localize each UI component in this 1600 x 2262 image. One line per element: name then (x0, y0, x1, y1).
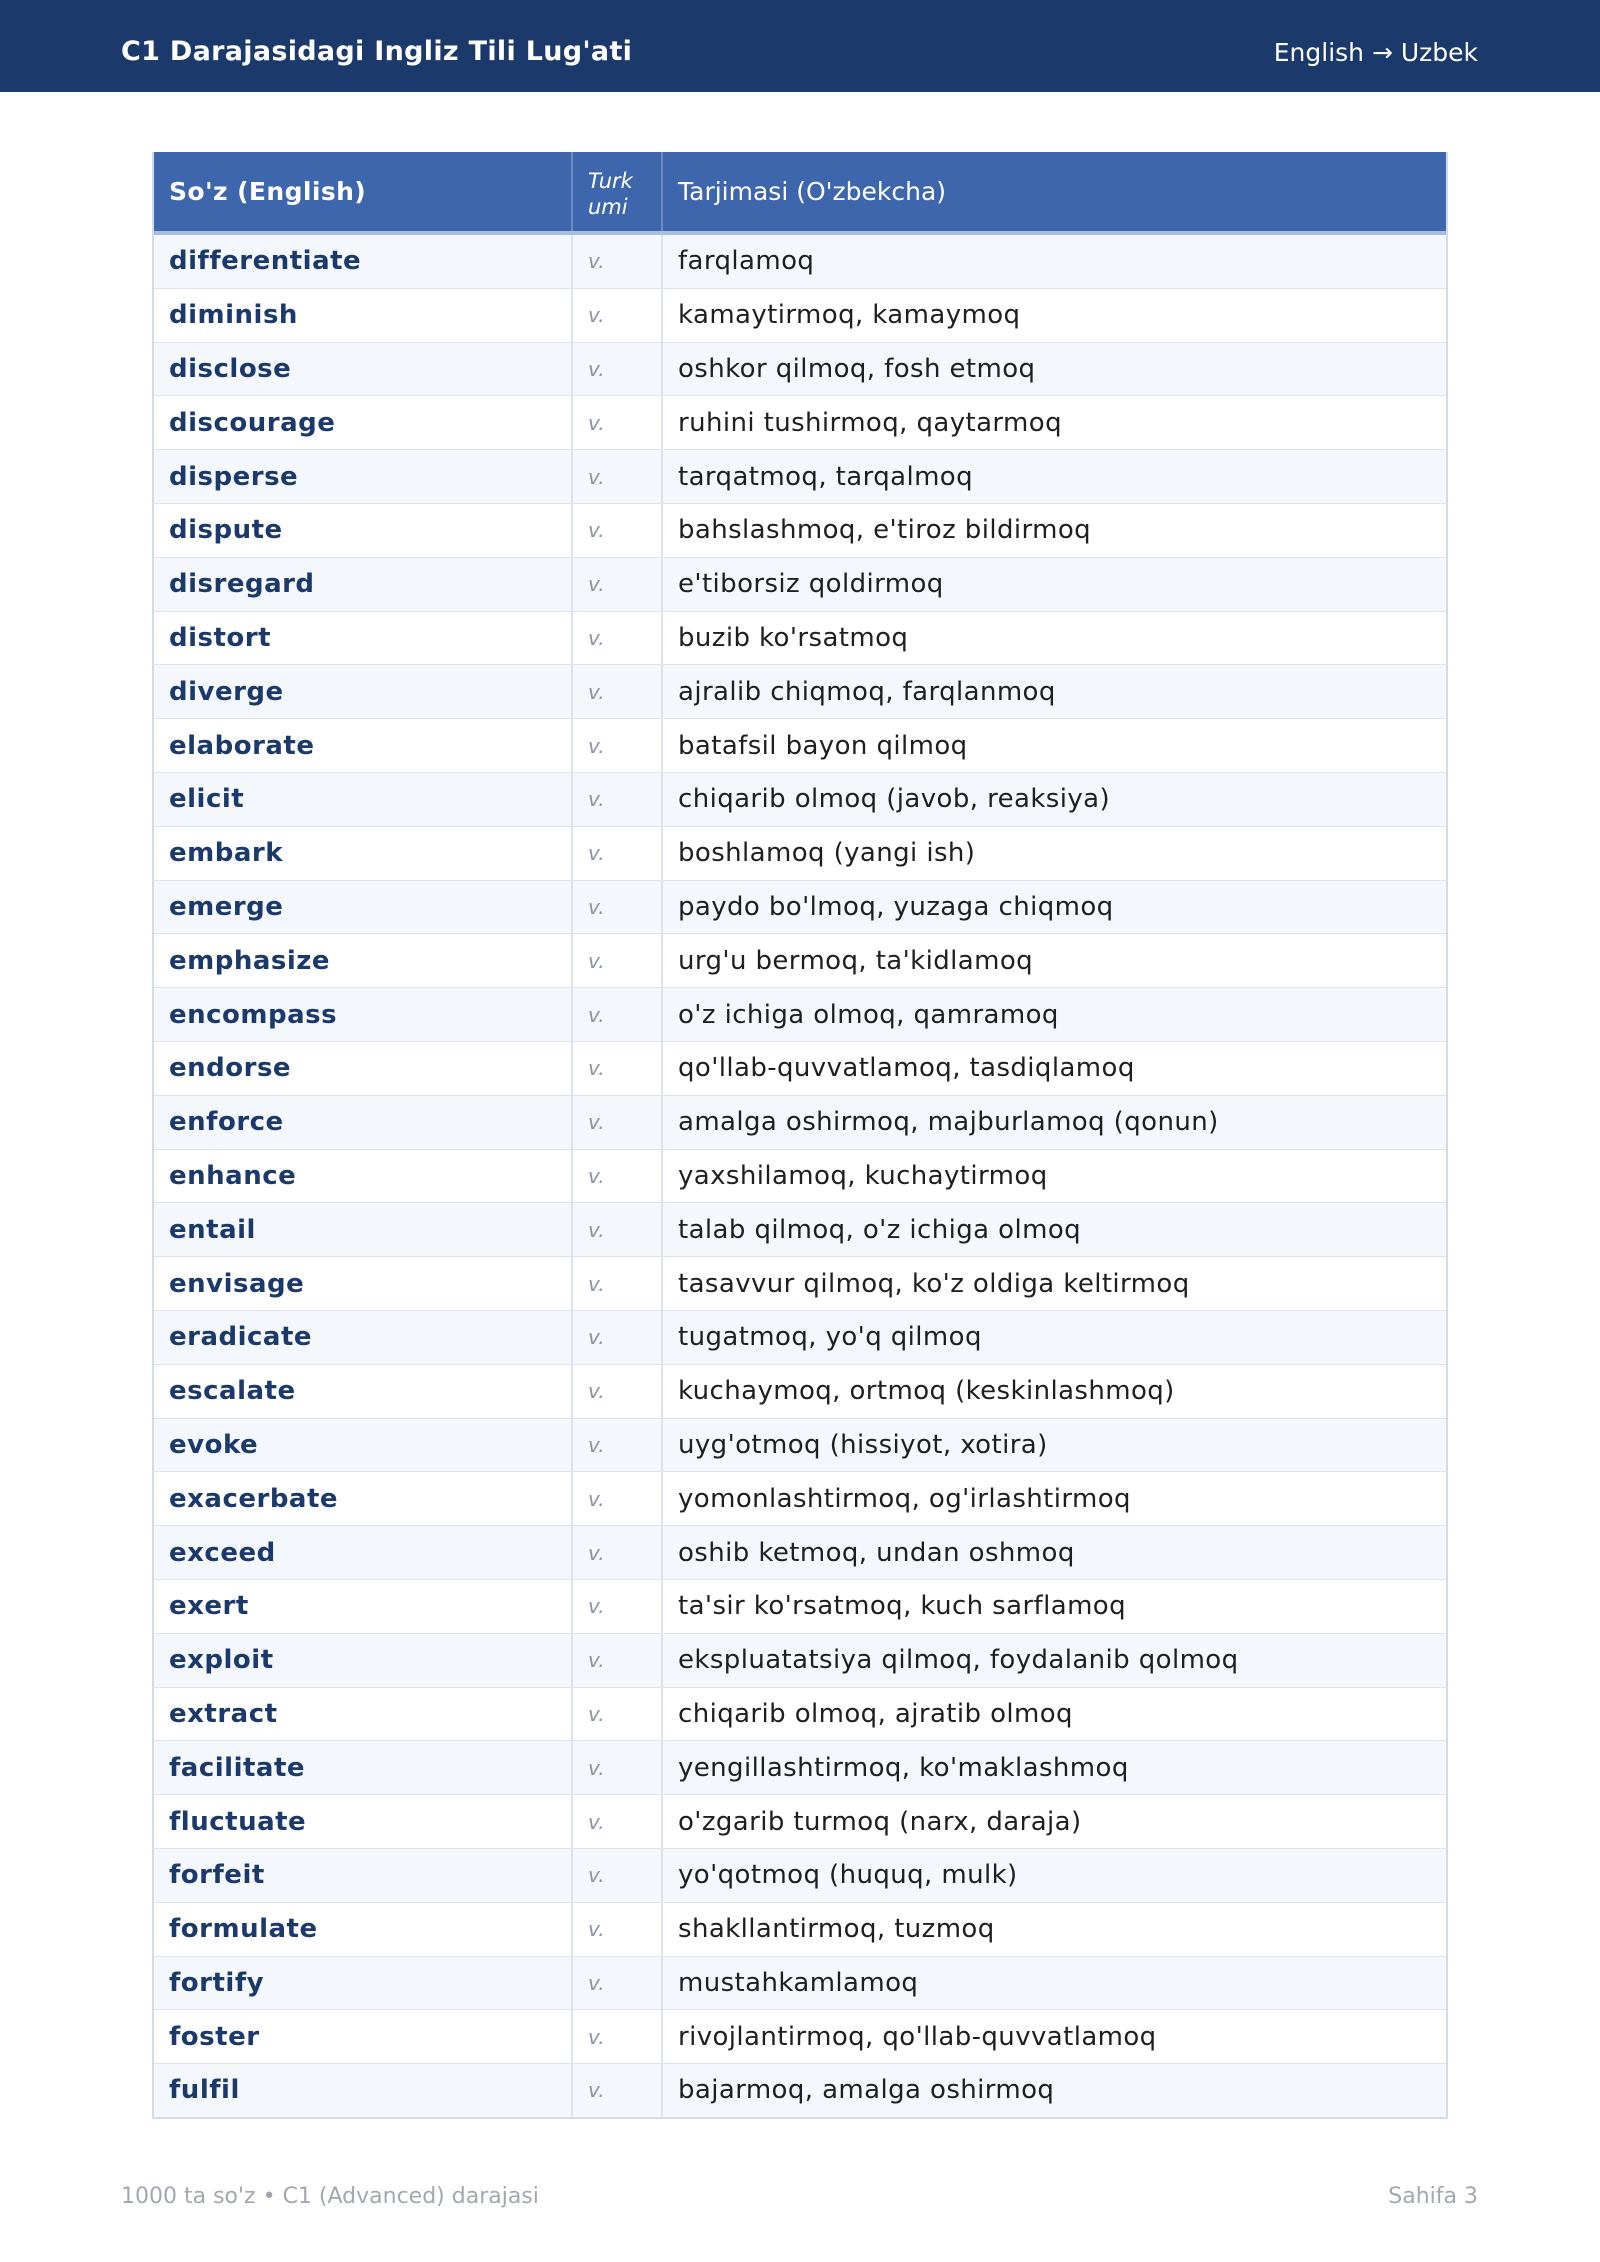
word-cell: emerge (154, 880, 572, 934)
translation-cell: amalga oshirmoq, majburlamoq (qonun) (662, 1095, 1446, 1149)
translation-cell: kuchaymoq, ortmoq (keskinlashmoq) (662, 1364, 1446, 1418)
translation-cell: ruhini tushirmoq, qaytarmoq (662, 396, 1446, 450)
table-row (154, 1633, 1446, 1687)
word-cell: diverge (154, 665, 572, 719)
word-cell: exploit (154, 1633, 572, 1687)
table-row (154, 1095, 1446, 1149)
pos-cell: v. (572, 1310, 662, 1364)
pos-cell: v. (572, 772, 662, 826)
translation-cell: oshkor qilmoq, fosh etmoq (662, 342, 1446, 396)
translation-cell: paydo bo'lmoq, yuzaga chiqmoq (662, 880, 1446, 934)
translation-cell: bahslashmoq, e'tiroz bildirmoq (662, 503, 1446, 557)
translation-cell: rivojlantirmoq, qo'llab-quvvatlamoq (662, 2010, 1446, 2064)
translation-cell: o'zgarib turmoq (narx, daraja) (662, 1795, 1446, 1849)
table-row (154, 1687, 1446, 1741)
footer-info: 1000 ta so'z • C1 (Advanced) darajasi (121, 2184, 539, 2209)
word-cell: exacerbate (154, 1472, 572, 1526)
pos-cell: v. (572, 1579, 662, 1633)
table-row (154, 880, 1446, 934)
pos-cell: v. (572, 1848, 662, 1902)
pos-cell: v. (572, 2064, 662, 2117)
table-row (154, 1257, 1446, 1311)
word-cell: evoke (154, 1418, 572, 1472)
pos-cell: v. (572, 719, 662, 773)
table-row (154, 1848, 1446, 1902)
table-row (154, 1472, 1446, 1526)
table-row (154, 611, 1446, 665)
table-row (154, 1526, 1446, 1580)
pos-cell: v. (572, 557, 662, 611)
pos-cell: v. (572, 1902, 662, 1956)
word-cell: exceed (154, 1526, 572, 1580)
word-cell: foster (154, 2010, 572, 2064)
translation-cell: tasavvur qilmoq, ko'z oldiga keltirmoq (662, 1257, 1446, 1311)
word-cell: entail (154, 1203, 572, 1257)
word-cell: exert (154, 1579, 572, 1633)
pos-cell: v. (572, 1741, 662, 1795)
word-cell: fluctuate (154, 1795, 572, 1849)
translation-cell: chiqarib olmoq (javob, reaksiya) (662, 772, 1446, 826)
word-cell: emphasize (154, 934, 572, 988)
pos-cell: v. (572, 1203, 662, 1257)
word-cell: enforce (154, 1095, 572, 1149)
translation-cell: boshlamoq (yangi ish) (662, 826, 1446, 880)
table-row (154, 1956, 1446, 2010)
translation-cell: tugatmoq, yo'q qilmoq (662, 1310, 1446, 1364)
column-header-translation: Tarjimasi (O'zbekcha) (662, 152, 1446, 233)
translation-cell: ta'sir ko'rsatmoq, kuch sarflamoq (662, 1579, 1446, 1633)
pos-cell: v. (572, 1795, 662, 1849)
page-number: Sahifa 3 (1388, 2184, 1478, 2209)
word-cell: fulfil (154, 2064, 572, 2117)
word-cell: distort (154, 611, 572, 665)
pos-cell: v. (572, 1095, 662, 1149)
translation-cell: batafsil bayon qilmoq (662, 719, 1446, 773)
table-row (154, 1579, 1446, 1633)
pos-cell: v. (572, 1526, 662, 1580)
translation-cell: kamaytirmoq, kamaymoq (662, 288, 1446, 342)
translation-cell: yaxshilamoq, kuchaytirmoq (662, 1149, 1446, 1203)
table-row (154, 1203, 1446, 1257)
table-row (154, 934, 1446, 988)
pos-cell: v. (572, 1418, 662, 1472)
pos-cell: v. (572, 1472, 662, 1526)
pos-cell: v. (572, 2010, 662, 2064)
translation-cell: ekspluatatsiya qilmoq, foydalanib qolmoq (662, 1633, 1446, 1687)
table-row (154, 1418, 1446, 1472)
translation-cell: urg'u bermoq, ta'kidlamoq (662, 934, 1446, 988)
vocabulary-table-container (152, 152, 1448, 2119)
translation-cell: bajarmoq, amalga oshirmoq (662, 2064, 1446, 2117)
page-title: C1 Darajasidagi Ingliz Tili Lug'ati (121, 36, 633, 67)
word-cell: dispute (154, 503, 572, 557)
translation-cell: ajralib chiqmoq, farqlanmoq (662, 665, 1446, 719)
table-row (154, 1795, 1446, 1849)
pos-cell: v. (572, 665, 662, 719)
pos-cell: v. (572, 1149, 662, 1203)
translation-cell: yomonlashtirmoq, og'irlashtirmoq (662, 1472, 1446, 1526)
table-row (154, 988, 1446, 1042)
translation-cell: oshib ketmoq, undan oshmoq (662, 1526, 1446, 1580)
table-row (154, 503, 1446, 557)
pos-cell: v. (572, 450, 662, 504)
pos-cell: v. (572, 934, 662, 988)
translation-cell: buzib ko'rsatmoq (662, 611, 1446, 665)
table-row (154, 557, 1446, 611)
pos-cell: v. (572, 880, 662, 934)
table-row (154, 1041, 1446, 1095)
pos-cell: v. (572, 503, 662, 557)
pos-cell: v. (572, 1956, 662, 2010)
word-cell: facilitate (154, 1741, 572, 1795)
translation-cell: e'tiborsiz qoldirmoq (662, 557, 1446, 611)
translation-cell: tarqatmoq, tarqalmoq (662, 450, 1446, 504)
pos-cell: v. (572, 288, 662, 342)
word-cell: eradicate (154, 1310, 572, 1364)
table-row (154, 719, 1446, 773)
table-row (154, 2064, 1446, 2117)
word-cell: formulate (154, 1902, 572, 1956)
translation-cell: yo'qotmoq (huquq, mulk) (662, 1848, 1446, 1902)
table-header-row (154, 152, 1446, 233)
pos-cell: v. (572, 1041, 662, 1095)
pos-cell: v. (572, 1364, 662, 1418)
pos-cell: v. (572, 826, 662, 880)
word-cell: elicit (154, 772, 572, 826)
word-cell: endorse (154, 1041, 572, 1095)
word-cell: forfeit (154, 1848, 572, 1902)
word-cell: enhance (154, 1149, 572, 1203)
table-row (154, 1310, 1446, 1364)
word-cell: disclose (154, 342, 572, 396)
translation-cell: yengillashtirmoq, ko'maklashmoq (662, 1741, 1446, 1795)
translation-cell: mustahkamlamoq (662, 1956, 1446, 2010)
translation-cell: talab qilmoq, o'z ichiga olmoq (662, 1203, 1446, 1257)
table-row (154, 1741, 1446, 1795)
table-row (154, 288, 1446, 342)
word-cell: disregard (154, 557, 572, 611)
word-cell: diminish (154, 288, 572, 342)
table-row (154, 233, 1446, 288)
pos-cell: v. (572, 396, 662, 450)
pos-cell: v. (572, 1257, 662, 1311)
column-header-word: So'z (English) (154, 152, 572, 233)
pos-cell: v. (572, 342, 662, 396)
language-pair: English → Uzbek (1273, 38, 1478, 67)
table-row (154, 1364, 1446, 1418)
table-row (154, 1149, 1446, 1203)
pos-cell: v. (572, 611, 662, 665)
word-cell: differentiate (154, 233, 572, 288)
word-cell: discourage (154, 396, 572, 450)
table-row (154, 450, 1446, 504)
translation-cell: chiqarib olmoq, ajratib olmoq (662, 1687, 1446, 1741)
translation-cell: o'z ichiga olmoq, qamramoq (662, 988, 1446, 1042)
word-cell: fortify (154, 1956, 572, 2010)
column-header-pos: Turk umi (572, 152, 662, 233)
table-row (154, 826, 1446, 880)
pos-cell: v. (572, 1687, 662, 1741)
pos-cell: v. (572, 233, 662, 288)
vocabulary-table (154, 152, 1446, 2117)
table-row (154, 1902, 1446, 1956)
word-cell: escalate (154, 1364, 572, 1418)
table-row (154, 396, 1446, 450)
table-row (154, 665, 1446, 719)
translation-cell: uyg'otmoq (hissiyot, xotira) (662, 1418, 1446, 1472)
translation-cell: shakllantirmoq, tuzmoq (662, 1902, 1446, 1956)
translation-cell: farqlamoq (662, 233, 1446, 288)
word-cell: encompass (154, 988, 572, 1042)
page-header (0, 0, 1600, 92)
table-row (154, 772, 1446, 826)
translation-cell: qo'llab-quvvatlamoq, tasdiqlamoq (662, 1041, 1446, 1095)
word-cell: envisage (154, 1257, 572, 1311)
pos-cell: v. (572, 1633, 662, 1687)
table-row (154, 342, 1446, 396)
pos-cell: v. (572, 988, 662, 1042)
word-cell: extract (154, 1687, 572, 1741)
word-cell: elaborate (154, 719, 572, 773)
table-body (154, 233, 1446, 2117)
word-cell: embark (154, 826, 572, 880)
word-cell: disperse (154, 450, 572, 504)
table-row (154, 2010, 1446, 2064)
